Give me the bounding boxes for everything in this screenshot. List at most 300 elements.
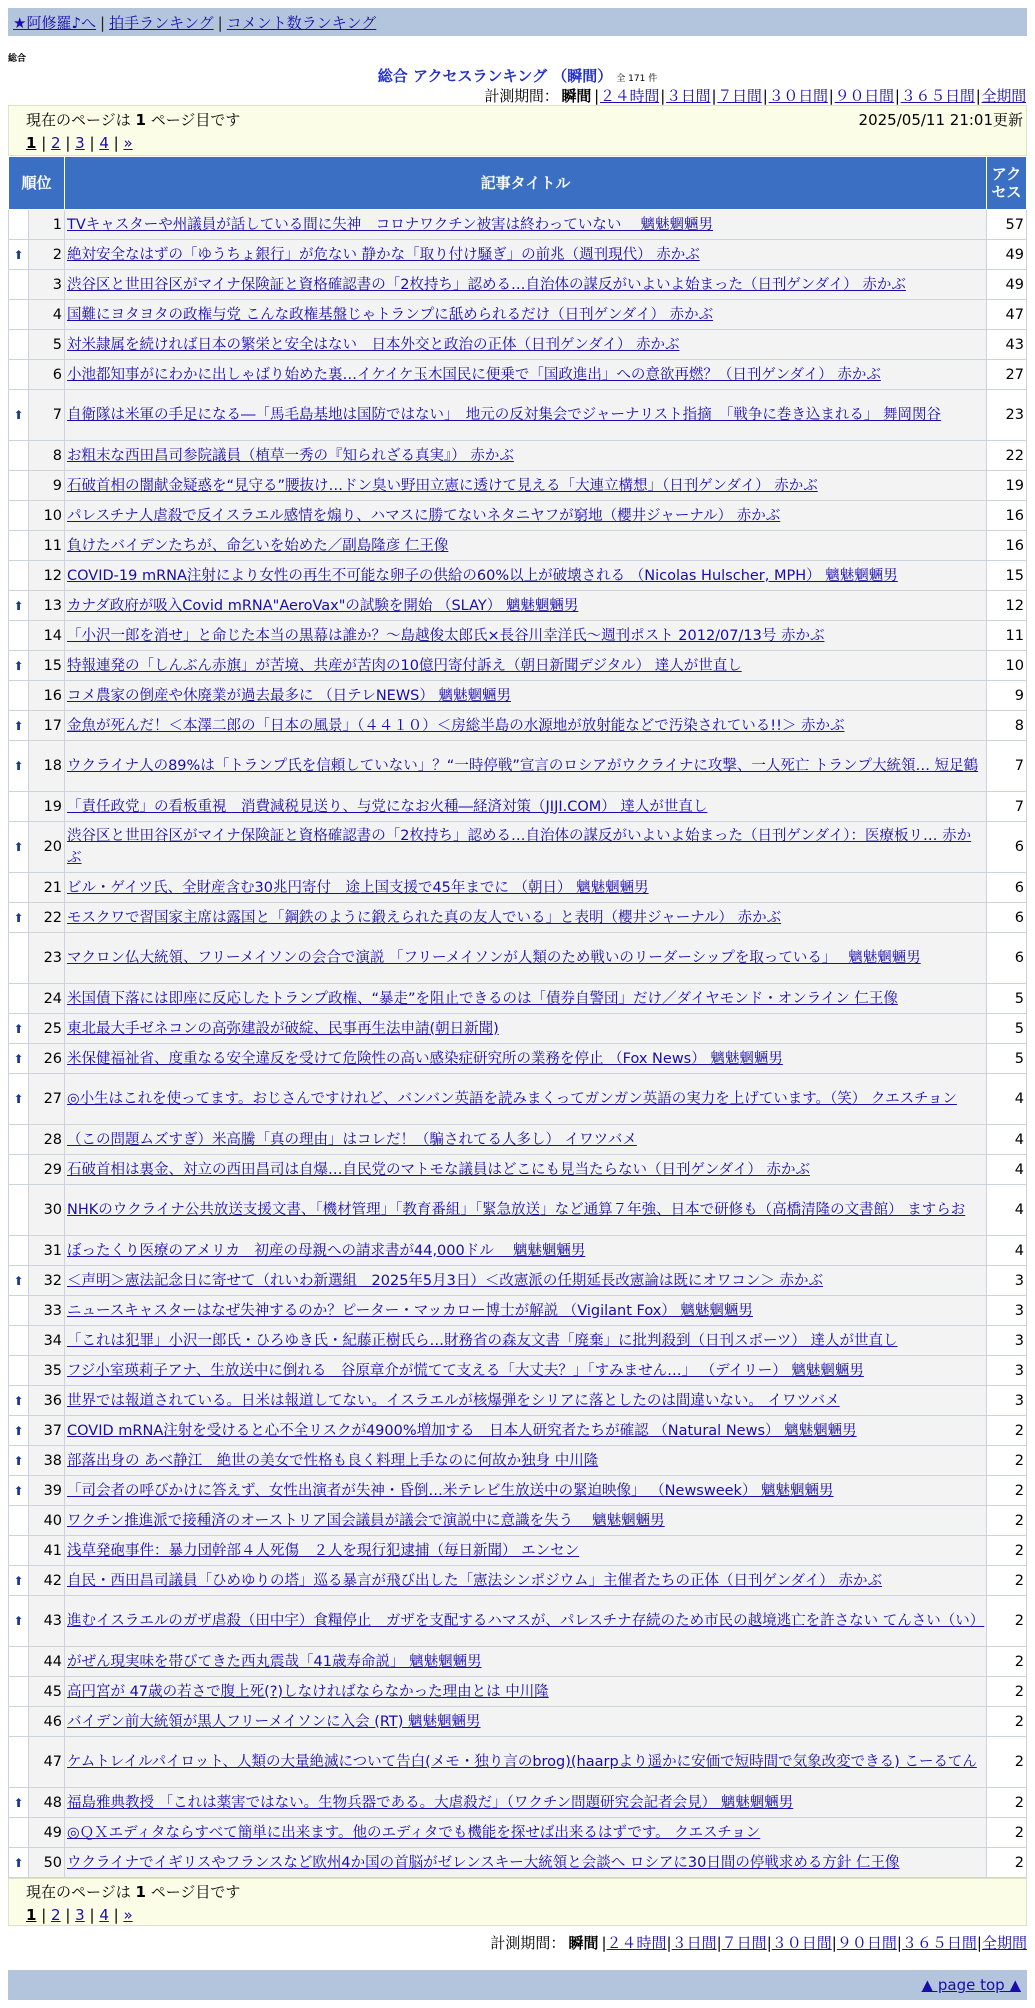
table-row (9, 1044, 1027, 1074)
arrow-up-icon: ⬆ (9, 822, 29, 873)
arrow-up-icon: ⬆ (9, 1386, 29, 1416)
table-row (9, 1818, 1027, 1848)
table-row (9, 1125, 1027, 1155)
header-rank: 順位 (9, 157, 65, 210)
rank-number: 49 (29, 1818, 65, 1848)
access-count: 5 (987, 1044, 1027, 1074)
table-row (9, 1074, 1027, 1125)
period-3d-link-bottom[interactable]: ３日間 (671, 1934, 717, 1952)
page-prefix-bottom: 現在のページは (26, 1883, 136, 1901)
arrow-up-icon: ⬆ (9, 1788, 29, 1818)
article-title-link[interactable]: 「小沢一郎を消せ」と命じた本当の黒幕は誰か？〜島越俊太郎氏×長谷川幸洋氏〜週刊ポスト 2012/07/13号 赤かぶ (67, 627, 825, 644)
title-cell (65, 1848, 987, 1878)
rank-change-cell (9, 1296, 29, 1326)
access-count: 23 (987, 390, 1027, 441)
rank-change-cell (9, 1356, 29, 1386)
title-cell (65, 1707, 987, 1737)
access-count: 2 (987, 1737, 1027, 1788)
pager-next[interactable]: » (123, 134, 133, 152)
title-cell (65, 210, 987, 240)
access-count: 22 (987, 441, 1027, 471)
rank-number: 13 (29, 591, 65, 621)
rank-number: 46 (29, 1707, 65, 1737)
rank-number: 6 (29, 360, 65, 390)
rank-number: 39 (29, 1476, 65, 1506)
table-row (9, 933, 1027, 984)
pager-link-4[interactable]: 4 (99, 134, 109, 152)
rank-number: 31 (29, 1236, 65, 1266)
title-cell (65, 561, 987, 591)
pager-link-2[interactable]: 2 (51, 134, 61, 152)
genre-label: 総合 (8, 54, 27, 64)
table-row (9, 1536, 1027, 1566)
access-count: 16 (987, 501, 1027, 531)
title-cell (65, 1266, 987, 1296)
table-row (9, 1296, 1027, 1326)
current-page-text-bottom (26, 1881, 1020, 1902)
article-title-link[interactable]: フジ小室瑛莉子アナ、生放送中に倒れる 谷原章介が慌てて支える「大丈夫？」「すみません…」 （デイリー） 魑魅魍魎男 (67, 1362, 864, 1379)
table-row (9, 300, 1027, 330)
period-7d-link-bottom[interactable]: ７日間 (721, 1934, 767, 1952)
article-title-link[interactable]: 石破首相は裏金、対立の西田昌司は自爆…自民党のマトモな議員はどこにも見当たらない（日刊ゲンダイ） 赤かぶ (67, 1161, 810, 1178)
page-number-bottom: 1 (135, 1883, 146, 1901)
rank-change-cell (9, 1125, 29, 1155)
table-row (9, 1236, 1027, 1266)
table-row (9, 1185, 1027, 1236)
article-title-link[interactable]: 米保健福祉省、度重なる安全違反を受けて危険性の高い感染症研究所の業務を停止 （Fox News） 魑魅魍魎男 (67, 1050, 783, 1067)
ranking-rows (9, 210, 1027, 1878)
title-cell (65, 1356, 987, 1386)
arrow-up-icon: ⬆ (9, 1566, 29, 1596)
clap-ranking-link[interactable]: 拍手ランキング (109, 14, 214, 32)
page-info-top (8, 105, 1027, 156)
title-cell (65, 1446, 987, 1476)
article-title-link[interactable]: 世界では報道されている。日米は報道してない。イスラエルが核爆弾をシリアに落としたのは間違いない。 イワツバメ (67, 1392, 840, 1409)
article-title-link[interactable]: COVID-19 mRNA注射により女性の再生不可能な卵子の供給の60%以上が破壊される （Nicolas Hulscher, MPH） 魑魅魍魎男 (67, 567, 898, 584)
article-title-link[interactable]: 小池都知事がにわかに出しゃばり始めた裏…イケイケ玉木国民に便乗で「国政進出」への意欲再燃？（日刊ゲンダイ） 赤かぶ (67, 366, 881, 383)
article-title-link[interactable]: 特報連発の「しんぶん赤旗」が苦境、共産が苦肉の10億円寄付訴え（朝日新聞デジタル） 達人が世直し (67, 657, 742, 674)
article-title-link[interactable]: 対米隷属を続ければ日本の繁栄と安全はない 日本外交と政治の正体（日刊ゲンダイ） 赤かぶ (67, 336, 680, 353)
page-title-text: 総合 アクセスランキング （瞬間） (377, 67, 613, 85)
access-count: 4 (987, 1125, 1027, 1155)
rank-number: 17 (29, 711, 65, 741)
title-cell (65, 1185, 987, 1236)
access-count: 4 (987, 1155, 1027, 1185)
access-count: 16 (987, 531, 1027, 561)
article-title-link[interactable]: 進むイスラエルのガザ虐殺（田中宇）食糧停止 ガザを支配するハマスが、パレスチナ存続のため市民の越境逃亡を許さない てんさい（い） (67, 1613, 985, 1629)
access-count: 2 (987, 1476, 1027, 1506)
arrow-up-icon: ⬆ (9, 903, 29, 933)
table-row (9, 621, 1027, 651)
comment-ranking-link[interactable]: コメント数ランキング (226, 14, 377, 32)
title-cell (65, 1044, 987, 1074)
table-row (9, 741, 1027, 792)
article-title-link[interactable]: ＜声明＞憲法記念日に寄せて（れいわ新選組 2025年5月3日）＜改憲派の任期延長改憲論は既にオワコン＞ 赤かぶ (67, 1272, 823, 1289)
access-count: 3 (987, 1326, 1027, 1356)
table-row (9, 984, 1027, 1014)
title-cell (65, 651, 987, 681)
pager-link-4-bottom[interactable]: 4 (99, 1906, 109, 1924)
period-7d-link[interactable]: ７日間 (717, 87, 762, 105)
article-title-link[interactable]: 「司会者の呼びかけに答えず、女性出演者が失神・昏倒…米テレビ生放送中の緊迫映像」 （Newsweek） 魑魅魍魎男 (67, 1482, 834, 1499)
article-title-link[interactable]: ビル・ゲイツ氏、全財産含む30兆円寄付 途上国支援で45年までに （朝日） 魑魅魍魎男 (67, 879, 649, 896)
article-title-link[interactable]: 部落出身の あべ静江 絶世の美女で性格も良く料理上手なのに何故か独身 中川隆 (67, 1452, 599, 1469)
table-row (9, 531, 1027, 561)
article-title-link[interactable]: 東北最大手ゼネコンの高弥建設が破綻、民事再生法申請(朝日新聞) (67, 1020, 499, 1037)
access-count: 47 (987, 300, 1027, 330)
arrow-up-icon: ⬆ (9, 1074, 29, 1125)
period-selector-bottom: 計測期間： 瞬間 |２４時間|３日間|７日間|３０日間|９０日間|３６５日間|全期間 (490, 1934, 1027, 1952)
table-row (9, 1707, 1027, 1737)
period-all-link[interactable]: 全期間 (981, 87, 1026, 105)
period-24h-link-bottom[interactable]: ２４時間 (606, 1934, 667, 1952)
arrow-up-icon: ⬆ (9, 1848, 29, 1878)
table-row (9, 270, 1027, 300)
rank-change-cell (9, 1326, 29, 1356)
rank-number: 5 (29, 330, 65, 360)
table-row (9, 1446, 1027, 1476)
access-count: 2 (987, 1596, 1027, 1647)
table-row (9, 1737, 1027, 1788)
title-cell (65, 1296, 987, 1326)
title-cell (65, 1788, 987, 1818)
table-row (9, 792, 1027, 822)
rank-change-cell (9, 1647, 29, 1677)
title-cell (65, 1566, 987, 1596)
article-title-link[interactable]: 金魚が死んだ！＜本澤二郎の「日本の風景」（４４１０）＜房総半島の水源地が放射能などで汚染されている!!＞ 赤かぶ (67, 717, 845, 734)
period-90d-link-bottom[interactable]: ９０日間 (836, 1934, 897, 1952)
rank-number: 15 (29, 651, 65, 681)
access-count: 4 (987, 1185, 1027, 1236)
rank-change-cell (9, 531, 29, 561)
title-cell (65, 1074, 987, 1125)
article-title-link[interactable]: モスクワで習国家主席は露国と「鋼鉄のように鍛えられた真の友人でいる」と表明（櫻井ジャーナル） 赤かぶ (67, 909, 782, 926)
total-count: 全 171 件 (616, 74, 658, 84)
rank-change-cell (9, 1236, 29, 1266)
rank-change-cell (9, 360, 29, 390)
access-count: 12 (987, 591, 1027, 621)
period-30d-link[interactable]: ３０日間 (768, 87, 828, 105)
article-title-link[interactable]: ◎ＱＸエディタならすべて簡単に出来ます。他のエディタでも機能を探せば出来るはずです。 クエスチョン (67, 1824, 761, 1841)
article-title-link[interactable]: 高円宮が 47歳の若さで腹上死(?)しなければならなかった理由とは 中川隆 (67, 1683, 549, 1700)
access-count: 8 (987, 711, 1027, 741)
rank-number: 22 (29, 903, 65, 933)
pager-link-2-bottom[interactable]: 2 (51, 1906, 61, 1924)
table-row (9, 873, 1027, 903)
article-title-link[interactable]: 浅草発砲事件：暴力団幹部４人死傷 ２人を現行犯逮捕（毎日新聞） エンセン (67, 1542, 580, 1559)
rank-number: 2 (29, 240, 65, 270)
ranking-table (8, 156, 1027, 1878)
article-title-link[interactable]: 米国債下落には即座に反応したトランプ政権、“暴走”を阻止できるのは「債券自警団」だけ／ダイヤモンド・オンライン 仁王像 (67, 990, 898, 1007)
rank-change-cell (9, 873, 29, 903)
article-title-link[interactable]: マクロン仏大統領、フリーメイソンの会合で演説 「フリーメイソンが人類のため戦いのリーダーシップを取っている」 魑魅魍魎男 (67, 950, 921, 966)
table-row (9, 1014, 1027, 1044)
article-title-link[interactable]: 石破首相の闇献金疑惑を“見守る”腰抜け…ドン臭い野田立憲に透けて見える「大連立構想」（日刊ゲンダイ） 赤かぶ (67, 477, 818, 494)
title-cell (65, 1536, 987, 1566)
title-cell (65, 792, 987, 822)
title-cell (65, 330, 987, 360)
table-row (9, 711, 1027, 741)
rank-number: 26 (29, 1044, 65, 1074)
rank-number: 8 (29, 441, 65, 471)
title-cell (65, 591, 987, 621)
title-cell (65, 1677, 987, 1707)
table-row (9, 1566, 1027, 1596)
arrow-up-icon: ⬆ (9, 1446, 29, 1476)
rank-number: 48 (29, 1788, 65, 1818)
rank-change-cell (9, 210, 29, 240)
title-cell (65, 1818, 987, 1848)
period-label: 計測期間： (484, 87, 559, 105)
access-count: 3 (987, 1296, 1027, 1326)
access-count: 3 (987, 1356, 1027, 1386)
rank-number: 21 (29, 873, 65, 903)
table-row (9, 903, 1027, 933)
table-row (9, 501, 1027, 531)
article-title-link[interactable]: 「これは犯罪」小沢一郎氏・ひろゆき氏・紀藤正樹氏ら…財務省の森友文書「廃棄」に批判殺到（日刊スポーツ） 達人が世直し (67, 1332, 898, 1349)
rank-number: 4 (29, 300, 65, 330)
title-cell (65, 300, 987, 330)
article-title-link[interactable]: TVキャスターや州議員が話している間に失神 コロナワクチン被害は終わっていない 魑魅魍魎男 (67, 216, 714, 233)
title-cell (65, 1596, 987, 1647)
arrow-up-icon: ⬆ (9, 741, 29, 792)
table-row (9, 1647, 1027, 1677)
access-count: 3 (987, 1386, 1027, 1416)
access-count: 2 (987, 1416, 1027, 1446)
access-count: 11 (987, 621, 1027, 651)
article-title-link[interactable]: 国難にヨタヨタの政権与党 こんな政権基盤じゃトランプに舐められるだけ（日刊ゲンダイ） 赤かぶ (67, 306, 714, 323)
access-count: 5 (987, 984, 1027, 1014)
rank-number: 10 (29, 501, 65, 531)
rank-number: 40 (29, 1506, 65, 1536)
rank-number: 32 (29, 1266, 65, 1296)
article-title-link[interactable]: カナダ政府が吸入Covid mRNA"AeroVax"の試験を開始 （SLAY） 魑魅魍魎男 (67, 597, 579, 614)
access-count: 2 (987, 1446, 1027, 1476)
rank-number: 28 (29, 1125, 65, 1155)
rank-number: 44 (29, 1647, 65, 1677)
period-3d-link[interactable]: ３日間 (666, 87, 711, 105)
period-90d-link[interactable]: ９０日間 (834, 87, 894, 105)
rank-change-cell (9, 441, 29, 471)
rank-change-cell (9, 933, 29, 984)
access-count: 49 (987, 270, 1027, 300)
page-number: 1 (135, 111, 146, 129)
period-selector: 計測期間： 瞬間 |２４時間|３日間|７日間|３０日間|９０日間|３６５日間|全期間 (484, 87, 1026, 105)
rank-number: 36 (29, 1386, 65, 1416)
rank-number: 3 (29, 270, 65, 300)
access-count: 2 (987, 1647, 1027, 1677)
table-row (9, 1356, 1027, 1386)
table-row (9, 1476, 1027, 1506)
article-title-link[interactable]: 「責任政党」の看板重視 消費減税見送り、与党になお火種―経済対策（JIJI.COM） 達人が世直し (67, 798, 708, 815)
title-cell (65, 621, 987, 651)
title-cell (65, 822, 987, 873)
top-nav: ★阿修羅♪へ | 拍手ランキング | コメント数ランキング (8, 8, 1027, 36)
table-row (9, 1155, 1027, 1185)
access-count: 57 (987, 210, 1027, 240)
rank-number: 41 (29, 1536, 65, 1566)
access-count: 9 (987, 681, 1027, 711)
rank-change-cell (9, 270, 29, 300)
article-title-link[interactable]: コメ農家の倒産や休廃業が過去最多に （日テレNEWS） 魑魅魍魎男 (67, 687, 511, 704)
rank-number: 35 (29, 1356, 65, 1386)
article-title-link[interactable]: 負けたバイデンたちが、命乞いを始めた／副島隆彦 仁王像 (67, 537, 449, 554)
page-prefix: 現在のページは (26, 111, 136, 129)
pager-link-3[interactable]: 3 (75, 134, 85, 152)
table-row (9, 1386, 1027, 1416)
period-365d-link[interactable]: ３６５日間 (900, 87, 975, 105)
article-title-link[interactable]: ケムトレイルパイロット、人類の大量絶滅について告白(メモ・独り言のbrog)(haarpより遥かに安価で短時間で気象改変できる) こーるてん (67, 1754, 977, 1770)
arrow-up-icon: ⬆ (9, 1266, 29, 1296)
access-count: 10 (987, 651, 1027, 681)
table-row (9, 1596, 1027, 1647)
arrow-up-icon: ⬆ (9, 240, 29, 270)
article-title-link[interactable]: ウクライナ人の89%は「トランプ氏を信頼していない」？“一時停戦”宣言のロシアがウクライナに攻撃、一人死亡 トランプ大統領… 短足鶴 (67, 758, 979, 774)
pager-next-bottom[interactable]: » (123, 1906, 133, 1924)
article-title-link[interactable]: ワクチン推進派で接種済のオーストリア国会議員が議会で演説中に意識を失う 魑魅魍魎男 (67, 1512, 665, 1529)
table-row (9, 651, 1027, 681)
page-top-link[interactable]: ▲ page top ▲ (921, 1976, 1021, 1994)
home-link[interactable]: ★阿修羅♪へ (13, 14, 97, 32)
period-30d-link-bottom[interactable]: ３０日間 (771, 1934, 832, 1952)
period-current-bottom: 瞬間 (568, 1934, 599, 1952)
page-suffix: ページ目です (145, 111, 241, 129)
article-title-link[interactable]: ぼったくり医療のアメリカ 初産の母親への請求書が44,000ドル 魑魅魍魎男 (67, 1242, 586, 1259)
page-info-bottom (8, 1878, 1027, 1926)
rank-number: 7 (29, 390, 65, 441)
rank-number: 24 (29, 984, 65, 1014)
table-row (9, 441, 1027, 471)
article-title-link[interactable]: パレスチナ人虐殺で反イスラエル感情を煽り、ハマスに勝てないネタニヤフが窮地（櫻井ジャーナル） 赤かぶ (67, 507, 781, 524)
period-24h-link[interactable]: ２４時間 (600, 87, 660, 105)
table-row (9, 681, 1027, 711)
pager-link-3-bottom[interactable]: 3 (75, 1906, 85, 1924)
table-row (9, 591, 1027, 621)
table-row (9, 1266, 1027, 1296)
rank-number: 23 (29, 933, 65, 984)
title-cell (65, 1647, 987, 1677)
title-cell (65, 984, 987, 1014)
rank-number: 12 (29, 561, 65, 591)
article-title-link[interactable]: 自民・西田昌司議員「ひめゆりの塔」巡る暴言が飛び出した「憲法シンポジウム」主催者たちの正体（日刊ゲンダイ） 赤かぶ (67, 1572, 882, 1589)
article-title-link[interactable]: NHKのウクライナ公共放送支援文書、「機材管理」「教育番組」「緊急放送」など通算７年強、日本で研修も（高橋清隆の文書館） ますらお (67, 1202, 966, 1218)
title-cell (65, 441, 987, 471)
access-count: 2 (987, 1506, 1027, 1536)
header-access: アクセス (987, 157, 1027, 210)
rank-change-cell (9, 792, 29, 822)
rank-number: 47 (29, 1737, 65, 1788)
rank-number: 43 (29, 1596, 65, 1647)
pager-current-bottom: 1 (26, 1906, 37, 1924)
title-cell (65, 711, 987, 741)
access-count: 3 (987, 1266, 1027, 1296)
article-title-link[interactable]: ニュースキャスターはなぜ失神するのか？ピーター・マッカロー博士が解説 （Vigilant Fox） 魑魅魍魎男 (67, 1302, 753, 1319)
table-row (9, 471, 1027, 501)
rank-change-cell (9, 1707, 29, 1737)
rank-number: 11 (29, 531, 65, 561)
header-title: 記事タイトル (65, 157, 987, 210)
table-row (9, 561, 1027, 591)
rank-change-cell (9, 1536, 29, 1566)
table-row (9, 240, 1027, 270)
rank-number: 30 (29, 1185, 65, 1236)
rank-number: 18 (29, 741, 65, 792)
article-title-link[interactable]: ◎小生はこれを使ってます。おじさんですけれど、バンバン英語を読みまくってガンガン英語の実力を上げています。（笑） クエスチョン (67, 1091, 957, 1107)
access-count: 6 (987, 933, 1027, 984)
title-cell (65, 903, 987, 933)
table-row (9, 1326, 1027, 1356)
rank-change-cell (9, 501, 29, 531)
title-cell (65, 1416, 987, 1446)
arrow-up-icon: ⬆ (9, 1476, 29, 1506)
pager-current: 1 (26, 134, 37, 152)
title-cell (65, 933, 987, 984)
article-title-link[interactable]: ウクライナでイギリスやフランスなど欧州4か国の首脳がゼレンスキー大統領と会談へ ロシアに30日間の停戦求める方針 仁王像 (67, 1854, 900, 1871)
table-row (9, 1506, 1027, 1536)
access-count: 6 (987, 873, 1027, 903)
article-title-link[interactable]: 渋谷区と世田谷区がマイナ保険証と資格確認書の「2枚持ち」認める…自治体の謀反がいよいよ始まった（日刊ゲンダイ）：医療板リ… 赤かぶ (67, 828, 972, 866)
article-title-link[interactable]: お粗末な西田昌司参院議員（植草一秀の『知られざる真実』） 赤かぶ (67, 447, 514, 464)
title-cell (65, 681, 987, 711)
title-cell (65, 1125, 987, 1155)
title-cell (65, 501, 987, 531)
title-cell (65, 1236, 987, 1266)
access-count: 43 (987, 330, 1027, 360)
title-cell (65, 1326, 987, 1356)
table-row (9, 330, 1027, 360)
rank-change-cell (9, 1737, 29, 1788)
access-count: 15 (987, 561, 1027, 591)
access-count: 27 (987, 360, 1027, 390)
article-title-link[interactable]: バイデン前大統領が黒人フリーメイソンに入会 (RT) 魑魅魍魎男 (67, 1713, 481, 1730)
rank-change-cell (9, 300, 29, 330)
access-count: 7 (987, 792, 1027, 822)
access-count: 4 (987, 1236, 1027, 1266)
rank-change-cell (9, 1506, 29, 1536)
rank-change-cell (9, 1677, 29, 1707)
title-cell (65, 360, 987, 390)
title-cell (65, 1014, 987, 1044)
table-row (9, 822, 1027, 873)
title-cell (65, 1386, 987, 1416)
rank-number: 37 (29, 1416, 65, 1446)
access-count: 2 (987, 1707, 1027, 1737)
period-all-link-bottom[interactable]: 全期間 (981, 1934, 1027, 1952)
rank-change-cell (9, 681, 29, 711)
article-title-link[interactable]: 福島雅典教授 「これは薬害ではない。生物兵器である。大虐殺だ」（ワクチン問題研究会記者会見） 魑魅魍魎男 (67, 1794, 794, 1811)
rank-change-cell (9, 1818, 29, 1848)
period-label-bottom: 計測期間： (490, 1934, 566, 1952)
rank-change-cell (9, 1185, 29, 1236)
page-suffix-bottom: ページ目です (145, 1883, 241, 1901)
article-title-link[interactable]: 渋谷区と世田谷区がマイナ保険証と資格確認書の「2枚持ち」認める…自治体の謀反がいよいよ始まった（日刊ゲンダイ） 赤かぶ (67, 276, 906, 293)
title-cell (65, 390, 987, 441)
article-title-link[interactable]: （この問題ムズすぎ）米高騰「真の理由」はコレだ！（騙されてる人多し） イワツバメ (67, 1131, 637, 1148)
title-cell (65, 1737, 987, 1788)
pager-top: 1 | 2 | 3 | 4 | » (26, 134, 133, 152)
access-count: 2 (987, 1788, 1027, 1818)
arrow-up-icon: ⬆ (9, 591, 29, 621)
article-title-link[interactable]: 自衛隊は米軍の手足になる―「馬毛島基地は国防ではない」 地元の反対集会でジャーナリスト指摘 「戦争に巻き込まれる」 舞岡関谷 (67, 407, 942, 423)
article-title-link[interactable]: COVID mRNA注射を受けると心不全リスクが4900%増加する 日本人研究者たちが確認 （Natural News） 魑魅魍魎男 (67, 1422, 857, 1439)
period-365d-link-bottom[interactable]: ３６５日間 (901, 1934, 977, 1952)
rank-change-cell (9, 561, 29, 591)
arrow-up-icon: ⬆ (9, 1044, 29, 1074)
table-row (9, 360, 1027, 390)
article-title-link[interactable]: 絶対安全なはずの「ゆうちょ銀行」が危ない 静かな「取り付け騒ぎ」の前兆（週刊現代） 赤かぶ (67, 246, 700, 263)
rank-number: 9 (29, 471, 65, 501)
article-title-link[interactable]: がぜん現実味を帯びてきた西丸震哉「41歳寿命説」 魑魅魍魎男 (67, 1653, 482, 1670)
